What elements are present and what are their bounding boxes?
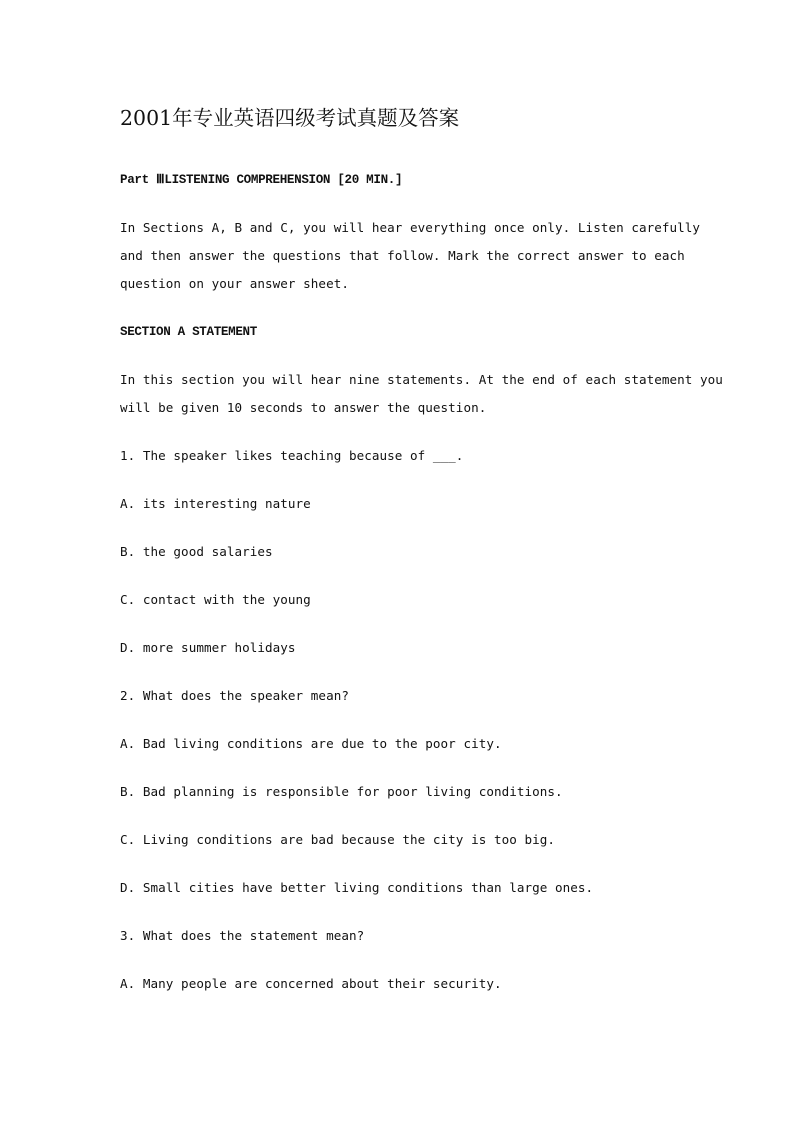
question-2-option-d: D. Small cities have better living conditions than large ones. <box>120 880 594 895</box>
question-2-option-b: B. Bad planning is responsible for poor living conditions. <box>120 784 563 799</box>
section-intro-line-1: In this section you will hear nine statements. At the end of each statement you <box>120 372 723 387</box>
question-2-option-c: C. Living conditions are bad because the city is too big. <box>120 832 556 847</box>
intro-line-1: In Sections A, B and C, you will hear everything once only. Listen carefully <box>120 220 701 235</box>
part-heading: Part ⅢLISTENING COMPREHENSION [20 MIN.] <box>120 173 403 187</box>
question-2-option-a: A. Bad living conditions are due to the poor city. <box>120 736 502 751</box>
question-1-option-a: A. its interesting nature <box>120 496 311 511</box>
section-heading: SECTION A STATEMENT <box>120 325 257 339</box>
intro-line-2: and then answer the questions that follow. Mark the correct answer to each <box>120 248 685 263</box>
question-1-stem: 1. The speaker likes teaching because of ___. <box>120 448 464 463</box>
intro-line-3: question on your answer sheet. <box>120 276 349 291</box>
document-title: 2001年专业英语四级考试真题及答案 <box>120 106 460 130</box>
question-2-stem: 2. What does the speaker mean? <box>120 688 349 703</box>
question-1-option-b: B. the good salaries <box>120 544 273 559</box>
question-3-stem: 3. What does the statement mean? <box>120 928 365 943</box>
question-3-option-a: A. Many people are concerned about their security. <box>120 976 502 991</box>
question-1-option-d: D. more summer holidays <box>120 640 296 655</box>
section-intro-line-2: will be given 10 seconds to answer the question. <box>120 400 487 415</box>
question-1-option-c: C. contact with the young <box>120 592 311 607</box>
